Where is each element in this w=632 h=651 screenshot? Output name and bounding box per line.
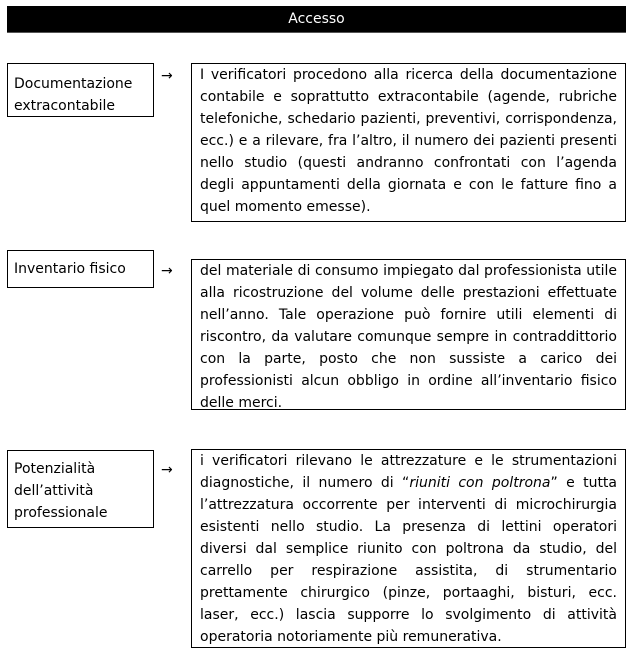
arrow-right-icon: → [161,462,173,478]
arrow-right-icon: → [161,68,173,84]
text-potenzialita-attivita [191,449,626,648]
arrow-right-icon: → [161,263,173,279]
section-title: Accesso [288,11,345,27]
paragraph-documentazione: I verificatori procedono alla ricerca della documentazione contabile e soprattutto extracontabile (agende, rubriche telefoniche, schedario pazienti, preventivi, corrispondenza, ecc.) e a rilevare, fra l’altro, il numero dei pazienti presenti nello studio (questi andranno confrontati con l’agenda degli appuntamenti della giornata e con le fatture fino a quel momento emesse). [200,67,617,215]
paragraph-potenzialita: i verificatori rilevano le attrezzature e le strumentazioni diagnostiche, il numero di “riuniti con poltrona” e tutta l’attrezzatura occorrente per interventi di microchirurgia esistenti nello studio. La presenza di lettini operatori diversi dal semplice riunito con poltrona da studio, del carrello per respirazione assistita, di strumentario prettamente chirurgico (pinze, portaaghi, bisturi, ecc. laser, ecc.) lascia supporre lo svolgimento di attività operatoria notoriamente più remunerativa. [200,453,618,645]
label-potenzialita-attivita: Potenzialità dell’attività professionale [7,450,154,528]
text-documentazione-extracontabile [191,63,626,222]
section-title-bar [7,6,626,33]
label-inventario-fisico: Inventario fisico [7,250,154,288]
paragraph-inventario: del materiale di consumo impiegato dal professionista utile alla ricostruzione del volume delle prestazioni effettuate nell’anno. Tale operazione può fornire utili elementi di riscontro, da valutare comunque sempre in contraddittorio con la parte, posto che non sussiste a carico dei professionisti alcun obbligo in ordine all’inventario fisico delle merci. [200,263,617,411]
label-documentazione-extracontabile: Documentazione extracontabile [7,63,154,117]
text-inventario-fisico [191,259,626,410]
riuniti-con-poltrona: riuniti con poltrona [409,475,551,491]
